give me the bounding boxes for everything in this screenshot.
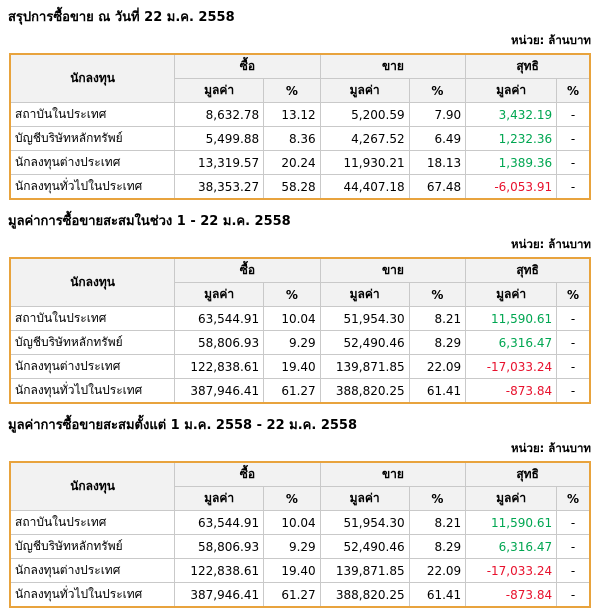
row-investor-name: นักลงทุนต่างประเทศ (10, 559, 175, 583)
row-sell-percent: 6.49 (409, 127, 466, 151)
header-net-value: มูลค่า (466, 487, 557, 511)
header-investor: นักลงทุน (10, 462, 175, 511)
row-buy-value: 5,499.88 (175, 127, 264, 151)
table-row (10, 355, 590, 379)
header-sell-percent: % (409, 487, 466, 511)
table-header-group-row (10, 462, 590, 487)
row-net-value: 6,316.47 (466, 331, 557, 355)
row-investor-name: สถาบันในประเทศ (10, 511, 175, 535)
row-sell-value: 388,820.25 (320, 379, 409, 404)
row-buy-value: 8,632.78 (175, 103, 264, 127)
row-sell-percent: 61.41 (409, 583, 466, 608)
header-sell-percent: % (409, 283, 466, 307)
header-buy: ซื้อ (175, 54, 321, 79)
trading-summary-table (9, 461, 591, 608)
row-net-percent: - (557, 511, 590, 535)
row-net-value: 11,590.61 (466, 307, 557, 331)
unit-label: หน่วย: ล้านบาท (511, 237, 591, 251)
table-row (10, 151, 590, 175)
row-sell-percent: 8.29 (409, 535, 466, 559)
row-investor-name: บัญชีบริษัทหลักทรัพย์ (10, 535, 175, 559)
row-buy-percent: 20.24 (264, 151, 321, 175)
row-net-value: -6,053.91 (466, 175, 557, 200)
unit-label: หน่วย: ล้านบาท (511, 441, 591, 455)
row-net-value: 3,432.19 (466, 103, 557, 127)
row-net-percent: - (557, 307, 590, 331)
header-buy-percent: % (264, 79, 321, 103)
row-buy-percent: 13.12 (264, 103, 321, 127)
row-buy-percent: 10.04 (264, 511, 321, 535)
row-buy-value: 122,838.61 (175, 559, 264, 583)
table-row (10, 511, 590, 535)
row-buy-value: 63,544.91 (175, 307, 264, 331)
row-sell-value: 51,954.30 (320, 307, 409, 331)
row-sell-percent: 67.48 (409, 175, 466, 200)
row-sell-value: 52,490.46 (320, 331, 409, 355)
table-header-group-row (10, 54, 590, 79)
header-net: สุทธิ (466, 54, 590, 79)
row-investor-name: นักลงทุนต่างประเทศ (10, 151, 175, 175)
row-net-percent: - (557, 127, 590, 151)
row-net-value: 1,389.36 (466, 151, 557, 175)
row-net-value: -873.84 (466, 379, 557, 404)
unit-label: หน่วย: ล้านบาท (511, 33, 591, 47)
header-buy-value: มูลค่า (175, 487, 264, 511)
header-investor: นักลงทุน (10, 54, 175, 103)
row-buy-percent: 61.27 (264, 583, 321, 608)
header-net: สุทธิ (466, 258, 590, 283)
row-buy-percent: 9.29 (264, 331, 321, 355)
header-investor: นักลงทุน (10, 258, 175, 307)
row-buy-value: 58,806.93 (175, 535, 264, 559)
row-sell-value: 5,200.59 (320, 103, 409, 127)
table-row (10, 127, 590, 151)
header-buy-percent: % (264, 283, 321, 307)
row-buy-percent: 10.04 (264, 307, 321, 331)
row-buy-percent: 58.28 (264, 175, 321, 200)
row-investor-name: สถาบันในประเทศ (10, 307, 175, 331)
row-buy-value: 58,806.93 (175, 331, 264, 355)
header-sell: ขาย (320, 462, 466, 487)
row-sell-value: 11,930.21 (320, 151, 409, 175)
row-sell-percent: 22.09 (409, 559, 466, 583)
row-sell-percent: 61.41 (409, 379, 466, 404)
row-buy-value: 387,946.41 (175, 379, 264, 404)
header-net-percent: % (557, 487, 590, 511)
row-investor-name: นักลงทุนทั่วไปในประเทศ (10, 583, 175, 608)
table-row (10, 331, 590, 355)
table-row (10, 175, 590, 200)
section-title: มูลค่าการซื้อขายสะสมในช่วง 1 - 22 ม.ค. 2558 (8, 214, 291, 229)
row-investor-name: นักลงทุนทั่วไปในประเทศ (10, 379, 175, 404)
row-sell-value: 388,820.25 (320, 583, 409, 608)
row-investor-name: นักลงทุนต่างประเทศ (10, 355, 175, 379)
row-sell-percent: 8.21 (409, 511, 466, 535)
row-buy-value: 13,319.57 (175, 151, 264, 175)
row-net-value: -873.84 (466, 583, 557, 608)
row-net-percent: - (557, 559, 590, 583)
row-buy-percent: 19.40 (264, 355, 321, 379)
header-net: สุทธิ (466, 462, 590, 487)
row-net-value: -17,033.24 (466, 559, 557, 583)
row-net-value: -17,033.24 (466, 355, 557, 379)
row-buy-percent: 9.29 (264, 535, 321, 559)
row-investor-name: สถาบันในประเทศ (10, 103, 175, 127)
header-buy-value: มูลค่า (175, 283, 264, 307)
header-sell: ขาย (320, 54, 466, 79)
header-net-percent: % (557, 283, 590, 307)
header-net-value: มูลค่า (466, 283, 557, 307)
row-sell-percent: 22.09 (409, 355, 466, 379)
section-title: สรุปการซื้อขาย ณ วันที่ 22 ม.ค. 2558 (8, 10, 235, 25)
row-sell-percent: 8.29 (409, 331, 466, 355)
row-sell-percent: 8.21 (409, 307, 466, 331)
header-sell-value: มูลค่า (320, 487, 409, 511)
row-buy-value: 387,946.41 (175, 583, 264, 608)
table-row (10, 559, 590, 583)
table-row (10, 103, 590, 127)
row-sell-percent: 18.13 (409, 151, 466, 175)
row-buy-percent: 19.40 (264, 559, 321, 583)
report-section-daily (6, 6, 595, 200)
table-row (10, 535, 590, 559)
section-title: มูลค่าการซื้อขายสะสมตั้งแต่ 1 ม.ค. 2558 - 22 ม.ค. 2558 (8, 418, 358, 433)
header-sell: ขาย (320, 258, 466, 283)
row-sell-percent: 7.90 (409, 103, 466, 127)
row-investor-name: บัญชีบริษัทหลักทรัพย์ (10, 331, 175, 355)
header-net-percent: % (557, 79, 590, 103)
trading-summary-table (9, 257, 591, 404)
table-header-group-row (10, 258, 590, 283)
header-sell-value: มูลค่า (320, 283, 409, 307)
row-net-percent: - (557, 331, 590, 355)
table-row (10, 307, 590, 331)
report-section-period (6, 210, 595, 404)
row-investor-name: นักลงทุนทั่วไปในประเทศ (10, 175, 175, 200)
row-sell-value: 51,954.30 (320, 511, 409, 535)
header-buy-value: มูลค่า (175, 79, 264, 103)
row-sell-value: 44,407.18 (320, 175, 409, 200)
row-sell-value: 139,871.85 (320, 355, 409, 379)
row-net-percent: - (557, 535, 590, 559)
row-buy-value: 38,353.27 (175, 175, 264, 200)
row-net-value: 1,232.36 (466, 127, 557, 151)
header-sell-value: มูลค่า (320, 79, 409, 103)
table-row (10, 583, 590, 608)
row-buy-value: 122,838.61 (175, 355, 264, 379)
row-net-percent: - (557, 103, 590, 127)
report-section-ytd (6, 414, 595, 608)
row-net-percent: - (557, 151, 590, 175)
row-sell-value: 4,267.52 (320, 127, 409, 151)
row-buy-percent: 61.27 (264, 379, 321, 404)
row-sell-value: 52,490.46 (320, 535, 409, 559)
row-net-percent: - (557, 379, 590, 404)
header-buy: ซื้อ (175, 258, 321, 283)
row-sell-value: 139,871.85 (320, 559, 409, 583)
row-net-value: 6,316.47 (466, 535, 557, 559)
row-buy-value: 63,544.91 (175, 511, 264, 535)
header-net-value: มูลค่า (466, 79, 557, 103)
trading-summary-table (9, 53, 591, 200)
header-sell-percent: % (409, 79, 466, 103)
row-net-percent: - (557, 175, 590, 200)
row-net-percent: - (557, 355, 590, 379)
row-net-value: 11,590.61 (466, 511, 557, 535)
header-buy: ซื้อ (175, 462, 321, 487)
header-buy-percent: % (264, 487, 321, 511)
row-investor-name: บัญชีบริษัทหลักทรัพย์ (10, 127, 175, 151)
row-buy-percent: 8.36 (264, 127, 321, 151)
table-row (10, 379, 590, 404)
row-net-percent: - (557, 583, 590, 608)
